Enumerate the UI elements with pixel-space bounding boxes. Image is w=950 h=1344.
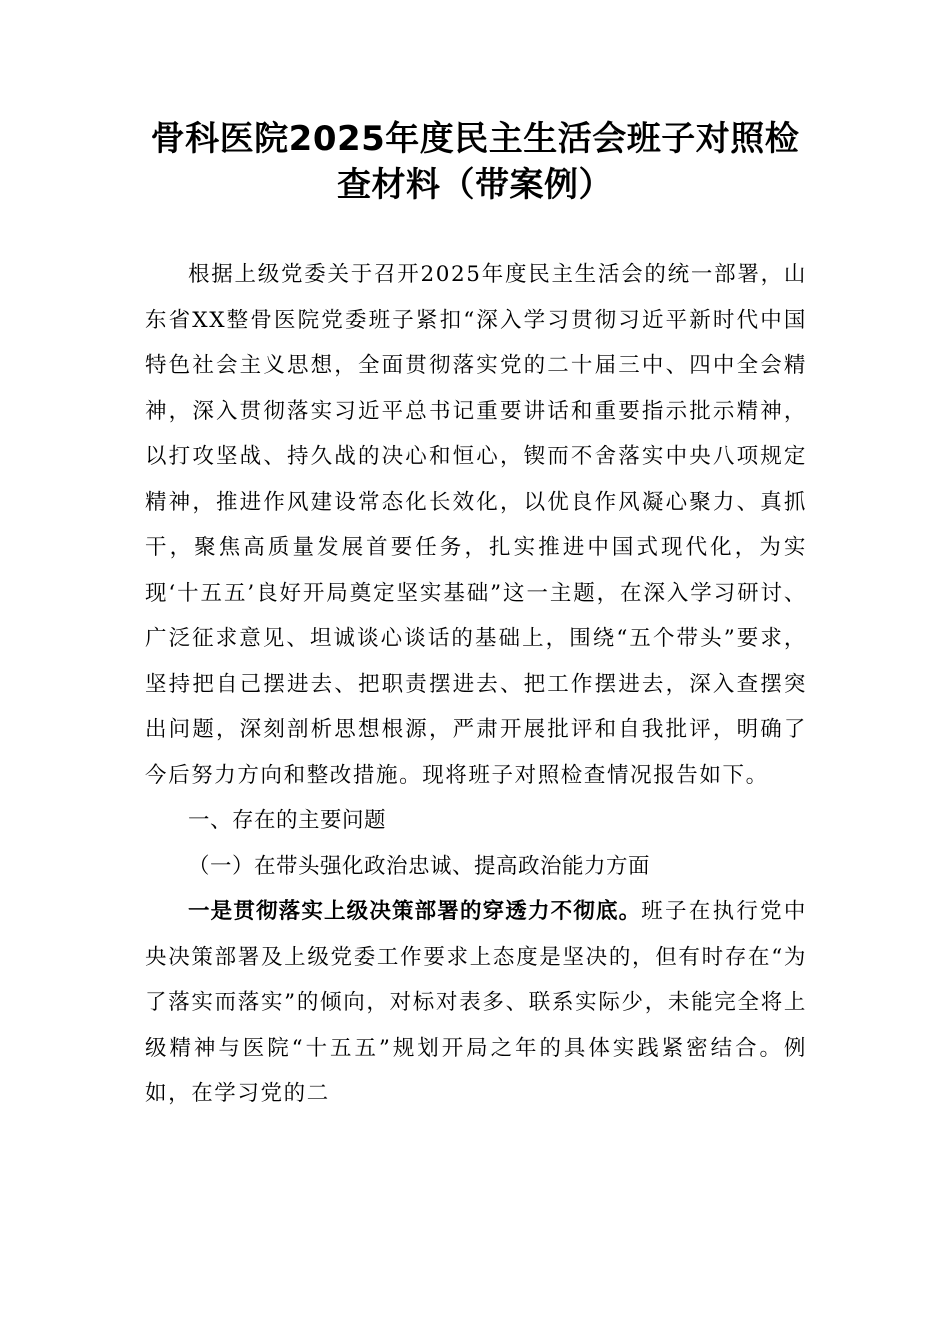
subsection-heading-political: （一）在带头强化政治忠诚、提高政治能力方面 xyxy=(188,853,651,879)
point-paragraph-1 xyxy=(145,889,807,1117)
document-body xyxy=(145,252,807,1117)
point-text: 班子在执行党中央决策部署及上级党委工作要求上态度是坚决的，但有时存在“为了落实而落实”的倾向，对标对表多、联系实际少，未能完全将上级精神与医院“十五五”规划开局之年的具体实践紧密结合。例如，在学习党的二 xyxy=(145,899,807,1106)
document-title: 骨科医院2025年度民主生活会班子对照检查材料（带案例） xyxy=(150,119,800,205)
intro-paragraph: 根据上级党委关于召开2025年度民主生活会的统一部署，山东省XX整骨医院党委班子紧扣“深入学习贯彻习近平新时代中国特色社会主义思想，全面贯彻落实党的二十届三中、四中全会精神，深入贯彻落实习近平总书记重要讲话和重要指示批示精神，以打攻坚战、持久战的决心和恒心，锲而不舍落实中央八项规定精神，推进作风建设常态化长效化，以优良作风凝心聚力、真抓干，聚焦高质量发展首要任务，扎实推进中国式现代化，为实现‘十五五’良好开局奠定坚实基础”这一主题，在深入学习研讨、广泛征求意见、坦诚谈心谈话的基础上，围绕“五个带头”要求，坚持把自己摆进去、把职责摆进去、把工作摆进去，深入查摆突出问题，深刻剖析思想根源，严肃开展批评和自我批评，明确了今后努力方向和整改措施。现将班子对照检查情况报告如下。 xyxy=(145,262,807,788)
section-heading-problems: 一、存在的主要问题 xyxy=(188,808,387,833)
point-lead: 一是贯彻落实上级决策部署的穿透力不彻底。 xyxy=(188,899,642,924)
